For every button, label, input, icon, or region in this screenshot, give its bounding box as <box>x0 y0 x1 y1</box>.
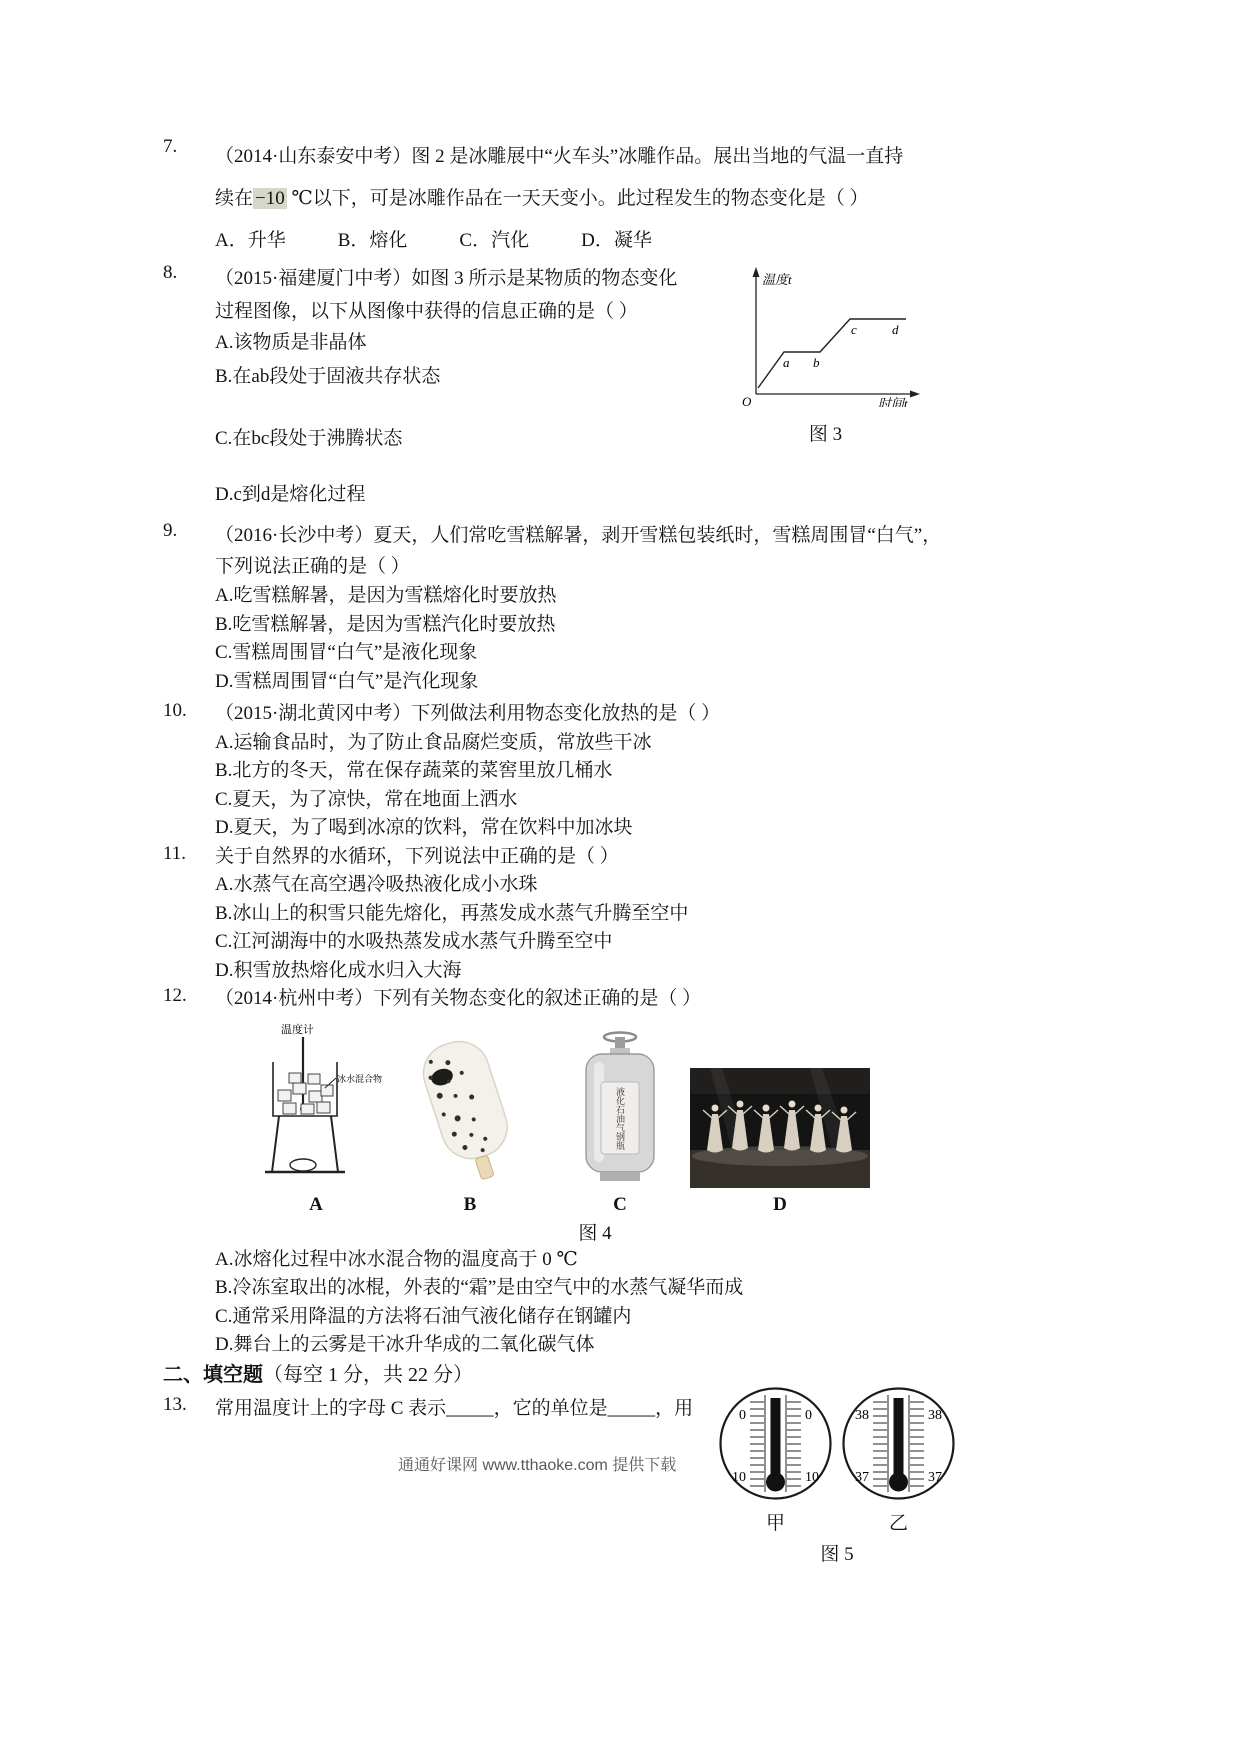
phase-change-curve <box>758 319 906 388</box>
option-c: C.雪糕周围冒“白气”是液化现象 <box>215 642 478 663</box>
question-number: 11. <box>163 842 187 864</box>
dial-scale-number: 0 <box>739 1408 746 1423</box>
question-number: 13. <box>163 1393 187 1415</box>
option-d: D.夏天，为了喝到冰凉的饮料，常在饮料中加冰块 <box>215 817 633 838</box>
thermometer-magnifier-icon <box>718 1386 833 1501</box>
option-c: C.夏天，为了凉快，常在地面上洒水 <box>215 788 518 810</box>
question-12 <box>163 985 1078 1360</box>
origin-label: O <box>742 394 752 407</box>
option-d: D.c到d是熔化过程 <box>215 484 366 505</box>
option-c: C.在bc段处于沸腾状态 <box>215 428 403 449</box>
option-a: A.冰熔化过程中冰水混合物的温度高于 0 ℃ <box>215 1248 578 1270</box>
option-a: A.该物质是非晶体 <box>215 332 367 353</box>
options-row <box>215 220 1078 262</box>
section2-title-main: 二、填空题 <box>163 1363 263 1386</box>
question-text: 关于自然界的水循环，下列说法中正确的是（ ） <box>215 845 619 867</box>
option-d: D.雪糕周围冒“白气”是汽化现象 <box>215 670 479 692</box>
option-a: A.吃雪糕解暑，是因为雪糕熔化时要放热 <box>215 585 557 606</box>
ice-cream-bar-icon <box>385 1032 555 1184</box>
dial-scale-number: 37 <box>855 1470 869 1485</box>
thermometer-dial-yi <box>841 1386 956 1535</box>
figure4-label-a: A <box>309 1193 323 1215</box>
option-c: C．汽化 <box>459 230 530 251</box>
dial-scale-number: 37 <box>928 1470 942 1485</box>
question-text: （2015·福建厦门中考）如图 3 所示是某物质的物态变化 <box>215 268 678 289</box>
x-axis-label: 时间t <box>878 396 908 407</box>
option-d: D.积雪放热熔化成水归入大海 <box>215 959 462 981</box>
question-text: 过程图像，以下从图像中获得的信息正确的是（ ） <box>215 301 638 322</box>
question-text: （2014·山东泰安中考）图 2 是冰雕展中“火车头”冰雕作品。展出当地的气温一直持 <box>215 146 904 167</box>
dial-label-jia: 甲 <box>765 1513 785 1534</box>
option-b: B.在ab段处于固液共存状态 <box>215 366 441 387</box>
figure4-label-d: D <box>773 1193 787 1215</box>
dial-scale-number: 38 <box>855 1408 869 1423</box>
question-number: 7. <box>163 136 178 157</box>
section2-title <box>163 1360 1078 1390</box>
gas-cylinder-icon <box>570 1026 670 1188</box>
y-axis-label: 温度t <box>762 272 792 287</box>
question-number: 9. <box>163 520 178 541</box>
dial-scale-number: 10 <box>805 1470 819 1485</box>
option-d: D．凝华 <box>581 230 652 251</box>
figure3-caption: 图 3 <box>808 424 843 445</box>
question-text: （2014·杭州中考）下列有关物态变化的叙述正确的是（ ） <box>215 988 702 1009</box>
ice-water-label: 冰水混合物 <box>337 1073 383 1084</box>
page-content <box>163 136 1078 1424</box>
dial-scale-number: 0 <box>805 1408 812 1423</box>
y-axis-arrow <box>753 267 760 277</box>
figure4-label-c: C <box>613 1193 627 1215</box>
question-text: 常用温度计上的字母 C 表示_____，它的单位是_____，用 <box>215 1397 694 1419</box>
dial-scale-number: 38 <box>928 1408 942 1423</box>
option-a: A．升华 <box>215 230 286 251</box>
dial-label-yi: 乙 <box>888 1513 908 1534</box>
figure5 <box>718 1386 956 1566</box>
figure4-image-a <box>245 1020 387 1196</box>
footer-watermark: 通通好课网 www.tthaoke.com 提供下载 <box>398 1457 677 1474</box>
highlighted-value: −10 <box>255 188 285 209</box>
thermometer-magnifier-icon <box>841 1386 956 1501</box>
option-c: C.通常采用降温的方法将石油气液化储存在钢罐内 <box>215 1305 632 1327</box>
figure3-graph <box>728 262 923 407</box>
dial-scale-number: 10 <box>732 1470 746 1485</box>
figure4-caption: 图 4 <box>578 1222 612 1244</box>
question-number: 8. <box>163 262 178 283</box>
question-text: ℃以下，可是冰雕作品在一天天变小。此过程发生的物态变化是（ ） <box>286 188 869 209</box>
option-a: A.水蒸气在高空遇冷吸热液化成小水珠 <box>215 874 538 895</box>
figure4-image-b <box>385 1032 555 1190</box>
option-a: A.运输食品时，为了防止食品腐烂变质，常放些干冰 <box>215 731 652 753</box>
figure4-image-d <box>690 1068 870 1194</box>
x-axis-arrow <box>910 391 920 398</box>
question-9 <box>163 520 1078 696</box>
figure3 <box>728 262 923 446</box>
point-c-label: c <box>851 322 857 337</box>
question-text: 续在 <box>215 188 254 209</box>
question-text <box>215 178 1078 220</box>
figure4 <box>215 1020 1078 1246</box>
question-text: 下列说法正确的是（ ） <box>215 556 410 577</box>
section2-title-note: （每空 1 分，共 22 分） <box>263 1363 473 1386</box>
option-b: B.北方的冬天，常在保存蔬菜的菜窖里放几桶水 <box>215 760 613 781</box>
figure4-label-b: B <box>463 1193 477 1215</box>
cylinder-text: 液化石油气钢瓶 <box>615 1086 625 1150</box>
question-10 <box>163 700 1078 843</box>
question-7 <box>163 136 1078 262</box>
question-11 <box>163 843 1078 986</box>
stage-dancers-photo <box>690 1068 870 1188</box>
thermometer-label: 温度计 <box>281 1023 314 1036</box>
point-b-label: b <box>813 355 820 370</box>
option-c: C.江河湖海中的水吸热蒸发成水蒸气升腾至空中 <box>215 931 613 952</box>
thermometer-dial-jia <box>718 1386 833 1535</box>
question-number: 12. <box>163 985 187 1006</box>
question-text: （2016·长沙中考）夏天，人们常吃雪糕解暑，剥开雪糕包装纸时，雪糕周围冒“白气”， <box>215 525 942 546</box>
option-b: B.冷冻室取出的冰棍，外表的“霜”是由空气中的水蒸气凝华而成 <box>215 1277 744 1298</box>
figure4-image-c <box>570 1026 670 1194</box>
option-b: B.吃雪糕解暑，是因为雪糕汽化时要放热 <box>215 613 556 635</box>
question-text: （2015·湖北黄冈中考）下列做法利用物态变化放热的是（ ） <box>215 703 721 724</box>
burner-dish-icon <box>290 1159 316 1171</box>
point-d-label: d <box>892 322 899 337</box>
question-number: 10. <box>163 700 187 721</box>
figure5-caption: 图 5 <box>820 1544 854 1565</box>
option-b: B.冰山上的积雪只能先熔化，再蒸发成水蒸气升腾至空中 <box>215 902 689 924</box>
question-8 <box>163 262 1078 510</box>
ice-water-apparatus-icon <box>245 1020 387 1190</box>
point-a-label: a <box>783 355 790 370</box>
option-d: D.舞台上的云雾是干冰升华成的二氧化碳气体 <box>215 1334 595 1355</box>
option-b: B．熔化 <box>337 230 408 251</box>
